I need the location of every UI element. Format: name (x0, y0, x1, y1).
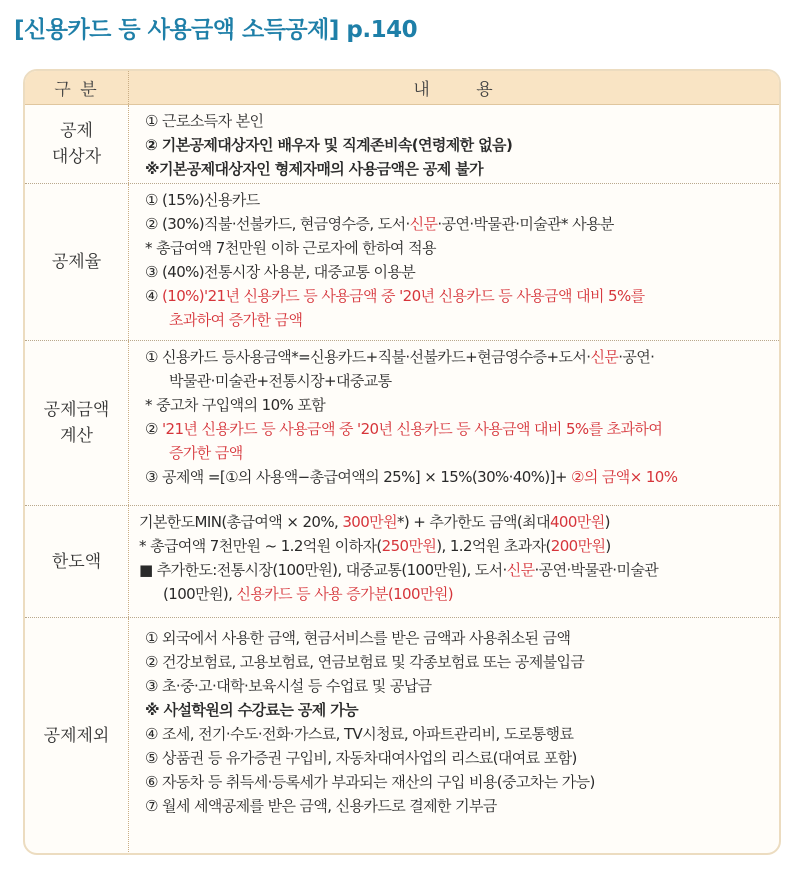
row-label-line1: 공제금액 (43, 400, 110, 420)
text-segment: (100만원), (163, 585, 237, 603)
text-segment: ② (145, 420, 163, 438)
row-label: 공제율 (25, 184, 129, 340)
content-line: 박물관·미술관+전통시장+대중교통 (169, 372, 392, 390)
content-line: ※ 사설학원의 수강료는 공제 가능 (145, 701, 359, 719)
text-segment: *) + 추가한도 금액(최대 (396, 513, 550, 531)
content-line: ⑤ 상품권 등 유가증권 구입비, 자동차대여사업의 리스료(대여료 포함) (145, 749, 577, 767)
highlight-text: 신용카드 등 사용 증가분(100만원) (236, 585, 453, 603)
content-line (145, 284, 769, 308)
header-category: 구 분 (25, 71, 129, 104)
row-label-line1: 공제 (60, 121, 93, 141)
content-line: * 총급여액 7천만원 이하 근로자에 한하여 적용 (145, 239, 436, 257)
page-title: [신용카드 등 사용금액 소득공제] p.140 (14, 17, 418, 43)
header-content: 내 용 (413, 80, 495, 100)
content-line: 초과하여 증가한 금액 (169, 311, 303, 329)
text-segment: ·공연·박물관·미술관* 사용분 (437, 215, 614, 233)
row-label: 공제제외 (25, 618, 129, 854)
content-line: ② 건강보험료, 고용보험료, 연금보험료 및 각종보험료 또는 공제불입금 (145, 653, 585, 671)
content-line: ① (15%)신용카드 (145, 191, 260, 209)
row-target (25, 105, 779, 184)
content-line (145, 212, 769, 236)
content-line: * 중고차 구입액의 10% 포함 (145, 396, 326, 414)
row-content (129, 105, 779, 183)
text-segment: 기본한도MIN(총급여액 × 20%, (139, 513, 343, 531)
row-label-line2: 계산 (60, 426, 93, 446)
highlight-text: 신문 (409, 215, 438, 233)
content-line (139, 510, 769, 534)
row-content (129, 341, 779, 505)
text-segment: ① 신용카드 등사용금액*=신용카드+직불·선불카드+현금영수증+도서· (145, 348, 591, 366)
content-line: ① 근로소득자 본인 (145, 112, 264, 130)
content-line (145, 417, 769, 441)
content-line: ④ 조세, 전기·수도·전화·가스료, TV시청료, 아파트관리비, 도로통행료 (145, 725, 574, 743)
content-line: ※기본공제대상자인 형제자매의 사용금액은 공제 불가 (145, 160, 484, 178)
row-label (25, 105, 129, 183)
text-segment: ■ 추가한도:전통시장(100만원), 대중교통(100만원), 도서· (139, 561, 507, 579)
content-line (145, 465, 769, 489)
highlight-text: '21년 신용카드 등 사용금액 중 '20년 신용카드 등 사용금액 대비 5%를 초과하여 (162, 420, 663, 438)
content-line: 증가한 금액 (169, 444, 243, 462)
text-segment: ③ 공제액 =[①의 사용액−총급여액의 25%] × 15%(30%·40%)]+ (145, 468, 572, 486)
text-segment: ) (604, 513, 610, 531)
row-rate (25, 184, 779, 341)
text-segment: ), 1.2억원 초과자( (436, 537, 551, 555)
content-line: ⑦ 월세 세액공제를 받은 금액, 신용카드로 결제한 기부금 (145, 797, 497, 815)
row-calculation (25, 341, 779, 506)
text-segment: ·공연· (618, 348, 655, 366)
highlight-text: 200만원 (550, 537, 606, 555)
table-header (25, 71, 779, 105)
row-content (129, 506, 779, 617)
row-content (129, 184, 779, 340)
row-label: 한도액 (25, 506, 129, 617)
row-label-line2: 대상자 (51, 147, 102, 167)
highlight-text: 300만원 (342, 513, 397, 531)
text-segment: ) (605, 537, 611, 555)
text-segment: ② (30%)직불·선불카드, 현금영수증, 도서· (145, 215, 410, 233)
content-line (145, 345, 769, 369)
content-line: ③ (40%)전통시장 사용분, 대중교통 이용분 (145, 263, 416, 281)
text-segment: ④ (145, 287, 163, 305)
deduction-table (23, 69, 781, 855)
highlight-text: 신문 (590, 348, 619, 366)
row-exclusion (25, 618, 779, 854)
content-line (139, 534, 769, 558)
row-limit (25, 506, 779, 618)
highlight-text: (10%)'21년 신용카드 등 사용금액 중 '20년 신용카드 등 사용금액 대비 5%를 (162, 287, 645, 305)
content-line (139, 582, 769, 606)
content-line (139, 558, 769, 582)
highlight-text: 400만원 (549, 513, 605, 531)
highlight-text: 250만원 (381, 537, 437, 555)
text-segment: * 총급여액 7천만원 ~ 1.2억원 이하자( (139, 537, 382, 555)
row-content (129, 618, 779, 854)
content-line: ⑥ 자동차 등 취득세·등록세가 부과되는 재산의 구입 비용(중고차는 가능) (145, 773, 595, 791)
text-segment: ·공연·박물관·미술관 (534, 561, 659, 579)
content-line: ② 기본공제대상자인 배우자 및 직계존비속(연령제한 없음) (145, 136, 513, 154)
row-label (25, 341, 129, 505)
highlight-text: × 10% (629, 468, 678, 486)
highlight-text: ②의 금액 (571, 468, 630, 486)
highlight-text: 신문 (506, 561, 535, 579)
content-line: ① 외국에서 사용한 금액, 현금서비스를 받은 금액과 사용취소된 금액 (145, 629, 571, 647)
content-line: ③ 초·중·고·대학·보육시설 등 수업료 및 공납금 (145, 677, 432, 695)
